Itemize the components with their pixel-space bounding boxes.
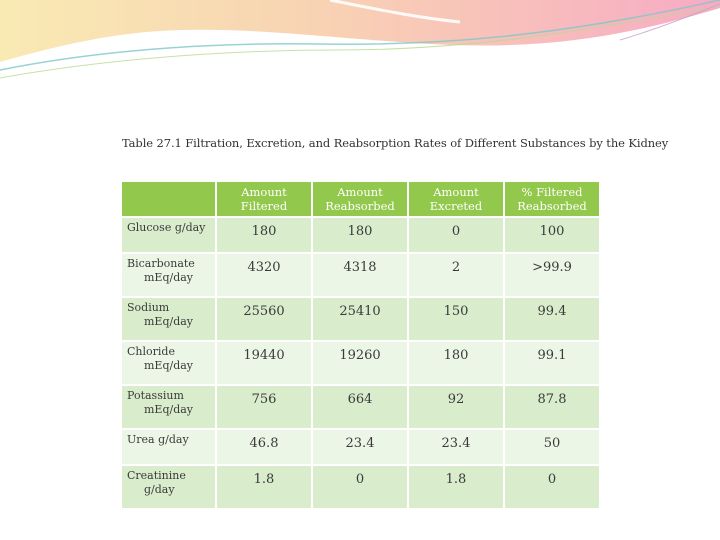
row-label-line1: Sodium bbox=[127, 301, 170, 314]
cell-amount-excreted: 2 bbox=[408, 253, 504, 297]
header-amount-filtered bbox=[216, 181, 312, 217]
table-header-row bbox=[121, 181, 600, 217]
table-row bbox=[121, 465, 600, 509]
table-row bbox=[121, 341, 600, 385]
cell-percent-reabsorbed: 0 bbox=[504, 465, 600, 509]
row-label bbox=[121, 429, 216, 465]
cell-amount-reabsorbed: 25410 bbox=[312, 297, 408, 341]
decorative-swoosh-banner bbox=[0, 0, 720, 90]
row-label bbox=[121, 465, 216, 509]
row-label-line1: Creatinine bbox=[127, 469, 186, 482]
header-line: Reabsorbed bbox=[325, 199, 395, 213]
row-label-line1: Potassium bbox=[127, 389, 184, 402]
header-line: Amount bbox=[337, 185, 383, 199]
header-amount-excreted bbox=[408, 181, 504, 217]
cell-amount-reabsorbed: 180 bbox=[312, 217, 408, 253]
header-percent-reabsorbed bbox=[504, 181, 600, 217]
row-label bbox=[121, 297, 216, 341]
header-line: Reabsorbed bbox=[517, 199, 587, 213]
cell-amount-filtered: 4320 bbox=[216, 253, 312, 297]
header-line: Excreted bbox=[429, 199, 483, 213]
row-label-line2: mEq/day bbox=[144, 359, 194, 372]
cell-percent-reabsorbed: 99.4 bbox=[504, 297, 600, 341]
row-label bbox=[121, 253, 216, 297]
header-line: Amount bbox=[241, 185, 287, 199]
header-corner-cell bbox=[121, 181, 216, 217]
row-label-line2: mEq/day bbox=[144, 315, 194, 328]
cell-amount-excreted: 150 bbox=[408, 297, 504, 341]
row-label-line1: Bicarbonate bbox=[127, 257, 195, 270]
table-caption: Table 27.1 Filtration, Excretion, and Reabsorption Rates of Different Substances by the Kidney bbox=[122, 136, 669, 150]
cell-amount-reabsorbed: 664 bbox=[312, 385, 408, 429]
cell-amount-filtered: 756 bbox=[216, 385, 312, 429]
cell-amount-excreted: 92 bbox=[408, 385, 504, 429]
cell-percent-reabsorbed: 50 bbox=[504, 429, 600, 465]
cell-amount-filtered: 180 bbox=[216, 217, 312, 253]
table-row bbox=[121, 297, 600, 341]
cell-percent-reabsorbed: 87.8 bbox=[504, 385, 600, 429]
row-label-line1: Urea g/day bbox=[127, 433, 189, 446]
row-label bbox=[121, 217, 216, 253]
cell-amount-excreted: 1.8 bbox=[408, 465, 504, 509]
cell-amount-reabsorbed: 4318 bbox=[312, 253, 408, 297]
row-label-line1: Chloride bbox=[127, 345, 175, 358]
cell-amount-excreted: 0 bbox=[408, 217, 504, 253]
cell-amount-filtered: 19440 bbox=[216, 341, 312, 385]
row-label-line2: g/day bbox=[144, 483, 175, 496]
cell-amount-reabsorbed: 19260 bbox=[312, 341, 408, 385]
row-label bbox=[121, 385, 216, 429]
cell-amount-excreted: 180 bbox=[408, 341, 504, 385]
cell-amount-excreted: 23.4 bbox=[408, 429, 504, 465]
row-label-line2: mEq/day bbox=[144, 271, 194, 284]
row-label bbox=[121, 341, 216, 385]
cell-percent-reabsorbed: >99.9 bbox=[504, 253, 600, 297]
cell-amount-reabsorbed: 23.4 bbox=[312, 429, 408, 465]
cell-percent-reabsorbed: 99.1 bbox=[504, 341, 600, 385]
cell-amount-filtered: 25560 bbox=[216, 297, 312, 341]
table-row bbox=[121, 385, 600, 429]
cell-percent-reabsorbed: 100 bbox=[504, 217, 600, 253]
table-row bbox=[121, 253, 600, 297]
header-line: Amount bbox=[433, 185, 479, 199]
header-line: % Filtered bbox=[521, 185, 583, 199]
header-amount-reabsorbed bbox=[312, 181, 408, 217]
cell-amount-filtered: 46.8 bbox=[216, 429, 312, 465]
row-label-line2: mEq/day bbox=[144, 403, 194, 416]
cell-amount-reabsorbed: 0 bbox=[312, 465, 408, 509]
row-label-line1: Glucose g/day bbox=[127, 221, 206, 234]
table-row bbox=[121, 217, 600, 253]
cell-amount-filtered: 1.8 bbox=[216, 465, 312, 509]
filtration-table bbox=[120, 180, 601, 510]
header-line: Filtered bbox=[240, 199, 288, 213]
table-row bbox=[121, 429, 600, 465]
